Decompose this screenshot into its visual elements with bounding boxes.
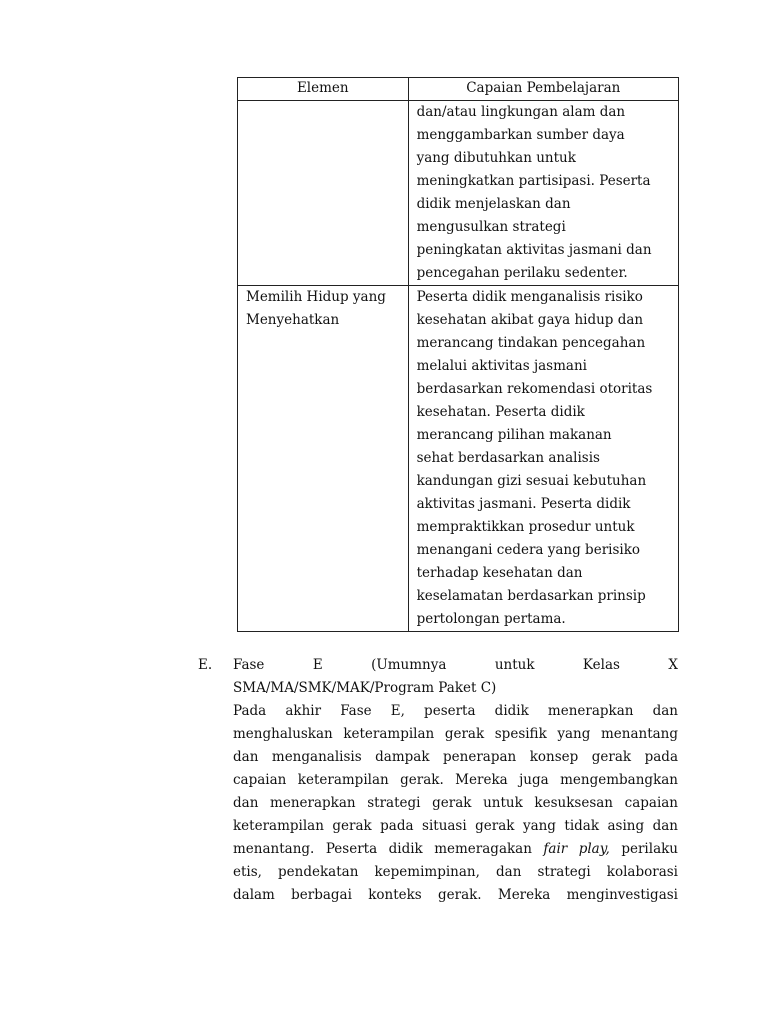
- section-title-line2: SMA/MA/SMK/MAK/Program Paket C): [233, 680, 497, 696]
- cell-text-line: kesehatan akibat gaya hidup dan: [416, 312, 644, 328]
- section-body: [233, 654, 678, 907]
- capaian-table: [237, 77, 679, 632]
- capaian-cell: [408, 101, 678, 286]
- section-fase-e: [198, 654, 678, 907]
- title-word: Kelas: [582, 657, 620, 673]
- cell-text-line: sehat berdasarkan analisis: [416, 450, 600, 466]
- cell-text-line: dan/atau lingkungan alam dan: [416, 104, 626, 120]
- cell-text-line: melalui aktivitas jasmani: [416, 358, 587, 374]
- header-elemen: Elemen: [238, 78, 409, 101]
- title-word: Fase: [233, 657, 265, 673]
- cell-text-line: meningkatkan partisipasi. Peserta: [416, 173, 651, 189]
- title-word: X: [668, 657, 678, 673]
- cell-text-line: peningkatan aktivitas jasmani dan: [416, 242, 652, 258]
- cell-text-line: yang dibutuhkan untuk: [416, 150, 576, 166]
- paragraph-line: Pada akhir Fase E, peserta didik menerapkan dan: [233, 703, 678, 719]
- cell-text-line: kandungan gizi sesuai kebutuhan: [416, 473, 647, 489]
- cell-text-line: didik menjelaskan dan: [416, 196, 571, 212]
- cell-text-line: mengusulkan strategi: [416, 219, 566, 235]
- cell-text-line: menggambarkan sumber daya: [416, 127, 625, 143]
- cell-text-line: pencegahan perilaku sedenter.: [416, 265, 628, 281]
- paragraph-line: etis, pendekatan kepemimpinan, dan strategi kolaborasi: [233, 864, 678, 880]
- title-word: (Umumnya: [371, 657, 447, 673]
- cell-text-line: aktivitas jasmani. Peserta didik: [416, 496, 631, 512]
- paragraph-line: [233, 838, 678, 861]
- section-marker: E.: [198, 657, 213, 673]
- table-row: [238, 286, 679, 632]
- title-word: untuk: [494, 657, 535, 673]
- elemen-cell: [238, 101, 409, 286]
- cell-text-line: Menyehatkan: [246, 312, 340, 328]
- elemen-cell: [238, 286, 409, 632]
- paragraph-line: menghaluskan keterampilan gerak spesifik yang menantang: [233, 726, 678, 742]
- capaian-cell: [408, 286, 678, 632]
- line-text: menantang. Peserta didik memeragakan: [233, 841, 544, 857]
- paragraph-line: dan menerapkan strategi gerak untuk kesuksesan capaian: [233, 795, 678, 811]
- cell-text-line: keselamatan berdasarkan prinsip: [416, 588, 646, 604]
- table-header-row: [238, 78, 679, 101]
- title-word: E: [312, 657, 323, 673]
- cell-text-line: kesehatan. Peserta didik: [416, 404, 585, 420]
- cell-text-line: pertolongan pertama.: [416, 611, 566, 627]
- cell-text-line: merancang tindakan pencegahan: [416, 335, 646, 351]
- cell-text-line: Memilih Hidup yang: [246, 289, 386, 305]
- paragraph-line: keterampilan gerak pada situasi gerak yang tidak asing dan: [233, 818, 678, 834]
- paragraph-line: capaian keterampilan gerak. Mereka juga mengembangkan: [233, 772, 678, 788]
- cell-text-line: menangani cedera yang berisiko: [416, 542, 641, 558]
- line-text: perilaku: [609, 841, 678, 857]
- header-capaian: Capaian Pembelajaran: [408, 78, 678, 101]
- cell-text-line: mempraktikkan prosedur untuk: [416, 519, 635, 535]
- section-title: [233, 654, 678, 677]
- paragraph-line: dalam berbagai konteks gerak. Mereka menginvestigasi: [233, 887, 678, 903]
- fair-play-italic: fair play,: [543, 841, 610, 857]
- cell-text-line: merancang pilihan makanan: [416, 427, 612, 443]
- paragraph-line: dan menganalisis dampak penerapan konsep gerak pada: [233, 749, 678, 765]
- table-row: [238, 101, 679, 286]
- cell-text-line: terhadap kesehatan dan: [416, 565, 583, 581]
- cell-text-line: Peserta didik menganalisis risiko: [416, 289, 643, 305]
- cell-text-line: berdasarkan rekomendasi otoritas: [416, 381, 653, 397]
